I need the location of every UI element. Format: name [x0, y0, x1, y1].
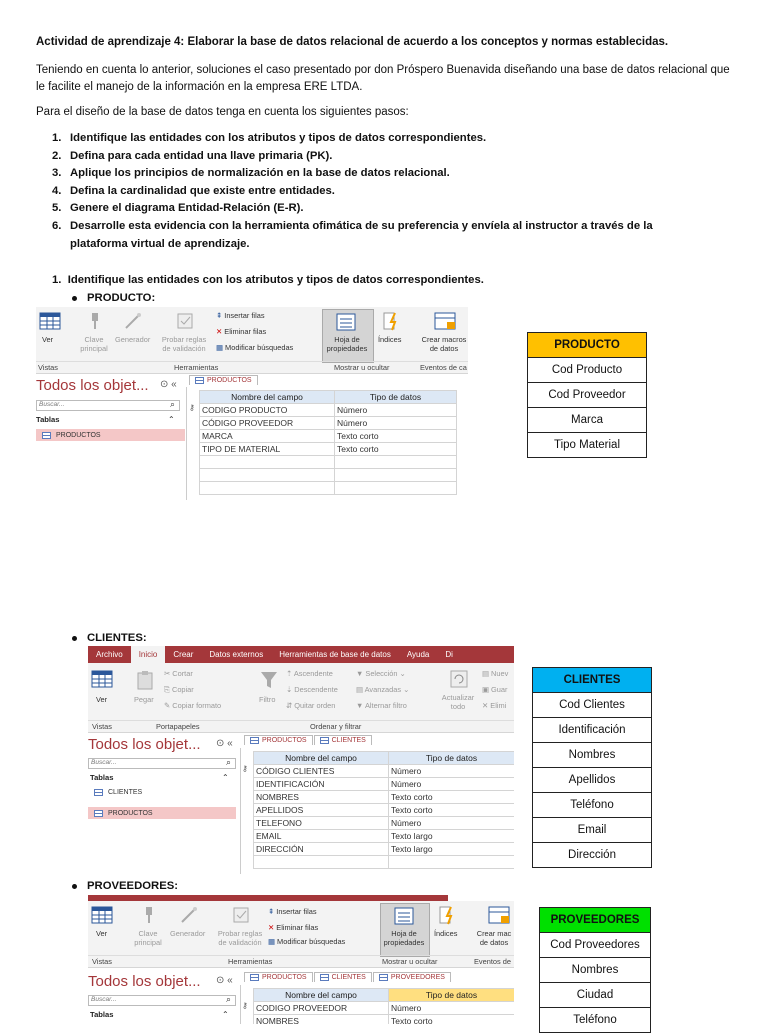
bullet-icon	[72, 636, 77, 641]
indexes-icon	[438, 905, 456, 925]
view-button[interactable]: Ver	[42, 335, 54, 344]
search-icon[interactable]: ⌕	[226, 757, 232, 767]
table-row[interactable]: EMAIL Texto largo	[254, 830, 515, 843]
table-row[interactable]: TIPO DE MATERIAL Texto corto	[200, 443, 457, 456]
access-window-productos	[36, 307, 468, 500]
entity-attribute: Identificación	[533, 718, 652, 743]
ribbon	[36, 307, 468, 374]
document-tabs	[189, 375, 258, 385]
delete-record-button[interactable]: ✕ Elimi	[482, 701, 507, 710]
modify-lookups-button[interactable]: ▦ Modificar búsquedas	[268, 937, 346, 946]
delete-rows-button[interactable]: ✕ Eliminar filas	[216, 327, 267, 336]
entity-attribute: Nombres	[533, 743, 652, 768]
entity-attribute: Tipo Material	[528, 433, 647, 458]
paste-button[interactable]: Pegar	[134, 695, 154, 704]
entity-title: PROVEEDORES	[540, 908, 651, 933]
steps-intro: Para el diseño de la base de datos tenga en cuenta los siguientes pasos:	[36, 106, 409, 118]
nav-section-tables[interactable]: Tablas	[90, 1010, 114, 1019]
list-item: 5. Genere el diagrama Entidad-Relación (E-R).	[52, 202, 304, 215]
table-row[interactable]	[200, 482, 457, 495]
table-row[interactable]: APELLIDOS Texto corto	[254, 804, 515, 817]
cut-button[interactable]: ✂ Cortar	[164, 669, 193, 678]
data-macro-icon	[434, 312, 456, 330]
nav-pane-controls-icon[interactable]: ⊙ «	[160, 379, 177, 390]
design-grid: Nombre del campo Tipo de datos CÓDIGO CLIENTES Número IDENTIFICACIÓN Número NOMBRES Texto corto APELLIDOS Texto corto TELEFONO Número EMAIL Texto largo DIRECCIÓN Texto largo	[253, 751, 514, 869]
tab-proveedores[interactable]: PROVEEDORES	[373, 972, 451, 982]
table-row[interactable]	[254, 856, 515, 869]
descending-button[interactable]: ⇣ Descendente	[286, 685, 338, 694]
insert-rows-button[interactable]: ⇞ Insertar filas	[268, 907, 317, 916]
table-view-icon	[39, 312, 61, 330]
view-button[interactable]: Ver	[96, 929, 108, 938]
primary-key-button[interactable]: Clave principal	[134, 929, 162, 947]
table-icon	[320, 974, 329, 981]
entity-attribute: Teléfono	[533, 793, 652, 818]
ribbon	[88, 901, 514, 968]
property-sheet-button[interactable]: Hoja de propiedades	[383, 929, 425, 947]
tab-productos[interactable]: PRODUCTOS	[244, 972, 313, 982]
table-icon	[379, 974, 388, 981]
design-grid: Nombre del campo Tipo de datos CODIGO PROVEEDOR Número NOMBRES Texto corto	[253, 988, 514, 1024]
advanced-button[interactable]: ▤ Avanzadas ⌄	[356, 685, 410, 694]
tab-productos[interactable]: PRODUCTOS	[189, 375, 258, 385]
brush-icon: ✎	[164, 701, 171, 710]
menu-ayuda[interactable]: Ayuda	[406, 650, 430, 659]
nav-pane-title[interactable]: Todos los objet...	[36, 377, 149, 394]
nav-pane-controls-icon[interactable]: ⊙ «	[216, 738, 233, 749]
key-icon	[142, 906, 156, 924]
nav-pane-title[interactable]: Todos los objet...	[88, 736, 201, 753]
entity-title: CLIENTES	[533, 668, 652, 693]
entity-attribute: Email	[533, 818, 652, 843]
filter-button[interactable]: Filtro	[259, 695, 276, 704]
ribbon-group-labels: Vistas Herramientas Mostrar u ocultar Eventos de ca	[38, 363, 467, 372]
table-row[interactable]: CODIGO PROVEEDOR Número	[254, 1002, 515, 1015]
property-sheet-button[interactable]: Hoja de propiedades	[326, 335, 368, 353]
refresh-icon	[450, 670, 468, 688]
collapse-icon[interactable]: ⌃	[222, 1010, 229, 1019]
entity-attribute: Dirección	[533, 843, 652, 868]
table-row[interactable]: CÓDIGO CLIENTES Número	[254, 765, 515, 778]
menu-crear[interactable]: Crear	[173, 650, 194, 659]
document-tabs	[244, 972, 451, 982]
test-validation-button[interactable]: Probar reglas de validación	[161, 335, 207, 353]
save-record-button[interactable]: ▣ Guar	[482, 685, 508, 694]
toggle-filter-icon: ▼	[356, 701, 364, 710]
table-icon	[320, 737, 329, 744]
view-button[interactable]: Ver	[96, 695, 108, 704]
builder-button[interactable]: Generador	[170, 929, 206, 938]
menu-datos-externos[interactable]: Datos externos	[209, 650, 264, 659]
entity-attribute: Teléfono	[540, 1008, 651, 1033]
entity-attribute: Cod Producto	[528, 358, 647, 383]
intro-paragraph: Teniendo en cuenta lo anterior, soluciones el caso presentado por don Próspero Buenavida diseñando una base de datos relacional que le facilite el manejo de la información en la empresa ERE LTDA.	[36, 64, 730, 93]
table-icon	[94, 810, 103, 817]
table-row[interactable]: NOMBRES Texto corto	[254, 1015, 515, 1025]
document-tabs	[244, 735, 372, 745]
table-view-icon	[91, 906, 113, 924]
section-heading: 1. Identifique las entidades con los atributos y tipos de datos correspondientes.	[52, 274, 484, 286]
builder-icon	[180, 906, 198, 924]
ascending-button[interactable]: ⇡ Ascendente	[286, 669, 333, 678]
entity-title: PRODUCTO	[528, 333, 647, 358]
menu-bar	[88, 646, 514, 663]
ribbon	[88, 663, 514, 733]
table-icon	[250, 737, 259, 744]
format-painter-button[interactable]: ✎ Copiar formato	[164, 701, 222, 710]
menu-di[interactable]: Di	[445, 650, 453, 659]
copy-button[interactable]: ⎘ Copiar	[164, 685, 194, 694]
entity-attribute: Ciudad	[540, 983, 651, 1008]
nav-item-productos[interactable]: PRODUCTOS	[88, 807, 236, 819]
tab-clientes[interactable]: CLIENTES	[314, 972, 372, 982]
create-data-macros-button[interactable]: Crear mac de datos	[476, 929, 512, 947]
new-record-button[interactable]: ▤ Nuev	[482, 669, 509, 678]
bullet-icon	[72, 884, 77, 889]
insert-rows-icon: ⇞	[268, 907, 275, 916]
refresh-all-button[interactable]: Actualizar todo	[441, 693, 475, 711]
nav-pane-controls-icon[interactable]: ⊙ «	[216, 975, 233, 986]
indexes-icon	[382, 311, 400, 331]
entity-attribute: Cod Clientes	[533, 693, 652, 718]
table-icon	[250, 974, 259, 981]
nav-pane-title[interactable]: Todos los objet...	[88, 973, 201, 990]
selection-button[interactable]: ▼ Selección ⌄	[356, 669, 406, 678]
list-item: 6. Desarrolle esta evidencia con la herramienta ofimática de su preferencia y envíela al instructor a través de la plataforma virtual de aprendizaje.	[52, 219, 653, 250]
paste-icon	[136, 670, 154, 690]
entity-attribute: Cod Proveedores	[540, 933, 651, 958]
producto-bullet: PRODUCTO:	[72, 292, 155, 304]
nav-search-input[interactable]: Buscar...	[88, 995, 236, 1006]
create-data-macros-button[interactable]: Crear macros de datos	[421, 335, 467, 353]
entity-attribute: Nombres	[540, 958, 651, 983]
builder-icon	[124, 312, 142, 330]
cut-icon: ✂	[164, 669, 171, 678]
table-row[interactable]: TELEFONO Número	[254, 817, 515, 830]
table-row[interactable]: CÓDIGO PROVEEDOR Número	[200, 417, 457, 430]
property-sheet-icon	[336, 313, 356, 331]
table-view-icon	[91, 670, 113, 688]
validation-icon	[176, 312, 194, 330]
primary-key-icon: ⚷	[189, 403, 195, 412]
nav-section-tables[interactable]: Tablas	[36, 415, 60, 424]
save-icon: ▣	[482, 685, 489, 694]
collapse-icon[interactable]: ⌃	[222, 773, 229, 782]
list-item: 3. Aplique los principios de normalización en la base de datos relacional.	[52, 167, 450, 180]
entity-attribute: Apellidos	[533, 768, 652, 793]
design-grid: Nombre del campo Tipo de datos CODIGO PRODUCTO Número CÓDIGO PROVEEDOR Número MARCA Texto corto TIPO DE MATERIAL Texto corto	[199, 390, 457, 495]
selection-icon: ▼	[356, 669, 364, 678]
copy-icon: ⎘	[164, 685, 170, 694]
table-icon	[94, 789, 103, 796]
nav-item-productos[interactable]: PRODUCTOS	[36, 429, 185, 441]
collapse-icon[interactable]: ⌃	[168, 415, 175, 424]
delete-rows-button[interactable]: ✕ Eliminar filas	[268, 923, 319, 932]
access-window-proveedores	[88, 895, 514, 1024]
bullet-icon	[72, 296, 77, 301]
data-macro-icon	[488, 906, 510, 924]
entity-proveedores	[539, 907, 651, 1033]
proveedores-bullet: PROVEEDORES:	[72, 880, 178, 892]
table-row[interactable]: NOMBRES Texto corto	[254, 791, 515, 804]
new-icon: ▤	[482, 669, 489, 678]
clear-sort-button[interactable]: ⇵ Quitar orden	[286, 701, 336, 710]
advanced-icon: ▤	[356, 685, 363, 694]
entity-clientes	[532, 667, 652, 868]
primary-key-button[interactable]: Clave principal	[80, 335, 108, 353]
clientes-bullet: CLIENTES:	[72, 632, 147, 644]
tab-clientes[interactable]: CLIENTES	[314, 735, 372, 745]
nav-section-tables[interactable]: Tablas	[90, 773, 114, 782]
menu-herramientas[interactable]: Herramientas de base de datos	[279, 650, 391, 659]
insert-rows-icon: ⇞	[216, 311, 223, 320]
table-icon	[195, 377, 204, 384]
sort-desc-icon: ⇣	[286, 685, 293, 694]
primary-key-icon: ⚷	[242, 1001, 248, 1010]
entity-attribute: Cod Proveedor	[528, 383, 647, 408]
validation-icon	[232, 906, 250, 924]
list-item: 2. Defina para cada entidad una llave primaria (PK).	[52, 149, 333, 162]
table-row[interactable]: CODIGO PRODUCTO Número	[200, 404, 457, 417]
property-sheet-icon	[394, 907, 414, 925]
table-row[interactable]	[200, 469, 457, 482]
search-icon[interactable]: ⌕	[226, 994, 232, 1004]
menu-inicio[interactable]: Inicio	[131, 646, 166, 663]
steps-list	[52, 130, 692, 253]
nav-search-input[interactable]: Buscar...	[88, 758, 236, 769]
lookup-icon: ▦	[216, 343, 223, 352]
test-validation-button[interactable]: Probar reglas de validación	[217, 929, 263, 947]
menu-archivo[interactable]: Archivo	[96, 650, 123, 659]
insert-rows-button[interactable]: ⇞ Insertar filas	[216, 311, 265, 320]
builder-button[interactable]: Generador	[115, 335, 151, 344]
list-item: 1. Identifique las entidades con los atributos y tipos de datos correspondientes.	[52, 132, 487, 144]
clear-sort-icon: ⇵	[286, 701, 293, 710]
ribbon-group-labels: Vistas Portapapeles Ordenar y filtrar	[88, 720, 514, 732]
table-row[interactable]: IDENTIFICACIÓN Número	[254, 778, 515, 791]
indexes-button[interactable]: Índices	[378, 335, 402, 344]
key-icon	[88, 312, 102, 330]
primary-key-icon: ⚷	[242, 764, 248, 773]
nav-search-input[interactable]: Buscar...	[36, 400, 180, 411]
lookup-icon: ▦	[268, 937, 275, 946]
delete-rows-icon: ✕	[268, 923, 275, 932]
nav-item-clientes[interactable]: CLIENTES	[94, 789, 142, 796]
search-icon[interactable]: ⌕	[170, 399, 176, 409]
ribbon-group-labels: Vistas Herramientas Mostrar u ocultar Eventos de	[88, 955, 514, 967]
tab-productos[interactable]: PRODUCTOS	[244, 735, 313, 745]
indexes-button[interactable]: Índices	[434, 929, 458, 938]
list-item: 4. Defina la cardinalidad que existe entre entidades.	[52, 184, 335, 197]
table-row[interactable]	[200, 456, 457, 469]
access-window-clientes	[88, 646, 514, 874]
delete-icon: ✕	[482, 701, 489, 710]
entity-producto	[527, 332, 647, 458]
modify-lookups-button[interactable]: ▦ Modificar búsquedas	[216, 343, 294, 352]
table-icon	[42, 432, 51, 439]
activity-title: Actividad de aprendizaje 4: Elaborar la base de datos relacional de acuerdo a los conceptos y normas establecidas.	[36, 36, 669, 48]
sort-asc-icon: ⇡	[286, 669, 293, 678]
entity-attribute: Marca	[528, 408, 647, 433]
table-row[interactable]: DIRECCIÓN Texto largo	[254, 843, 515, 856]
filter-icon	[260, 670, 278, 690]
toggle-filter-button[interactable]: ▼ Alternar filtro	[356, 701, 407, 710]
table-row[interactable]: MARCA Texto corto	[200, 430, 457, 443]
delete-rows-icon: ✕	[216, 327, 223, 336]
